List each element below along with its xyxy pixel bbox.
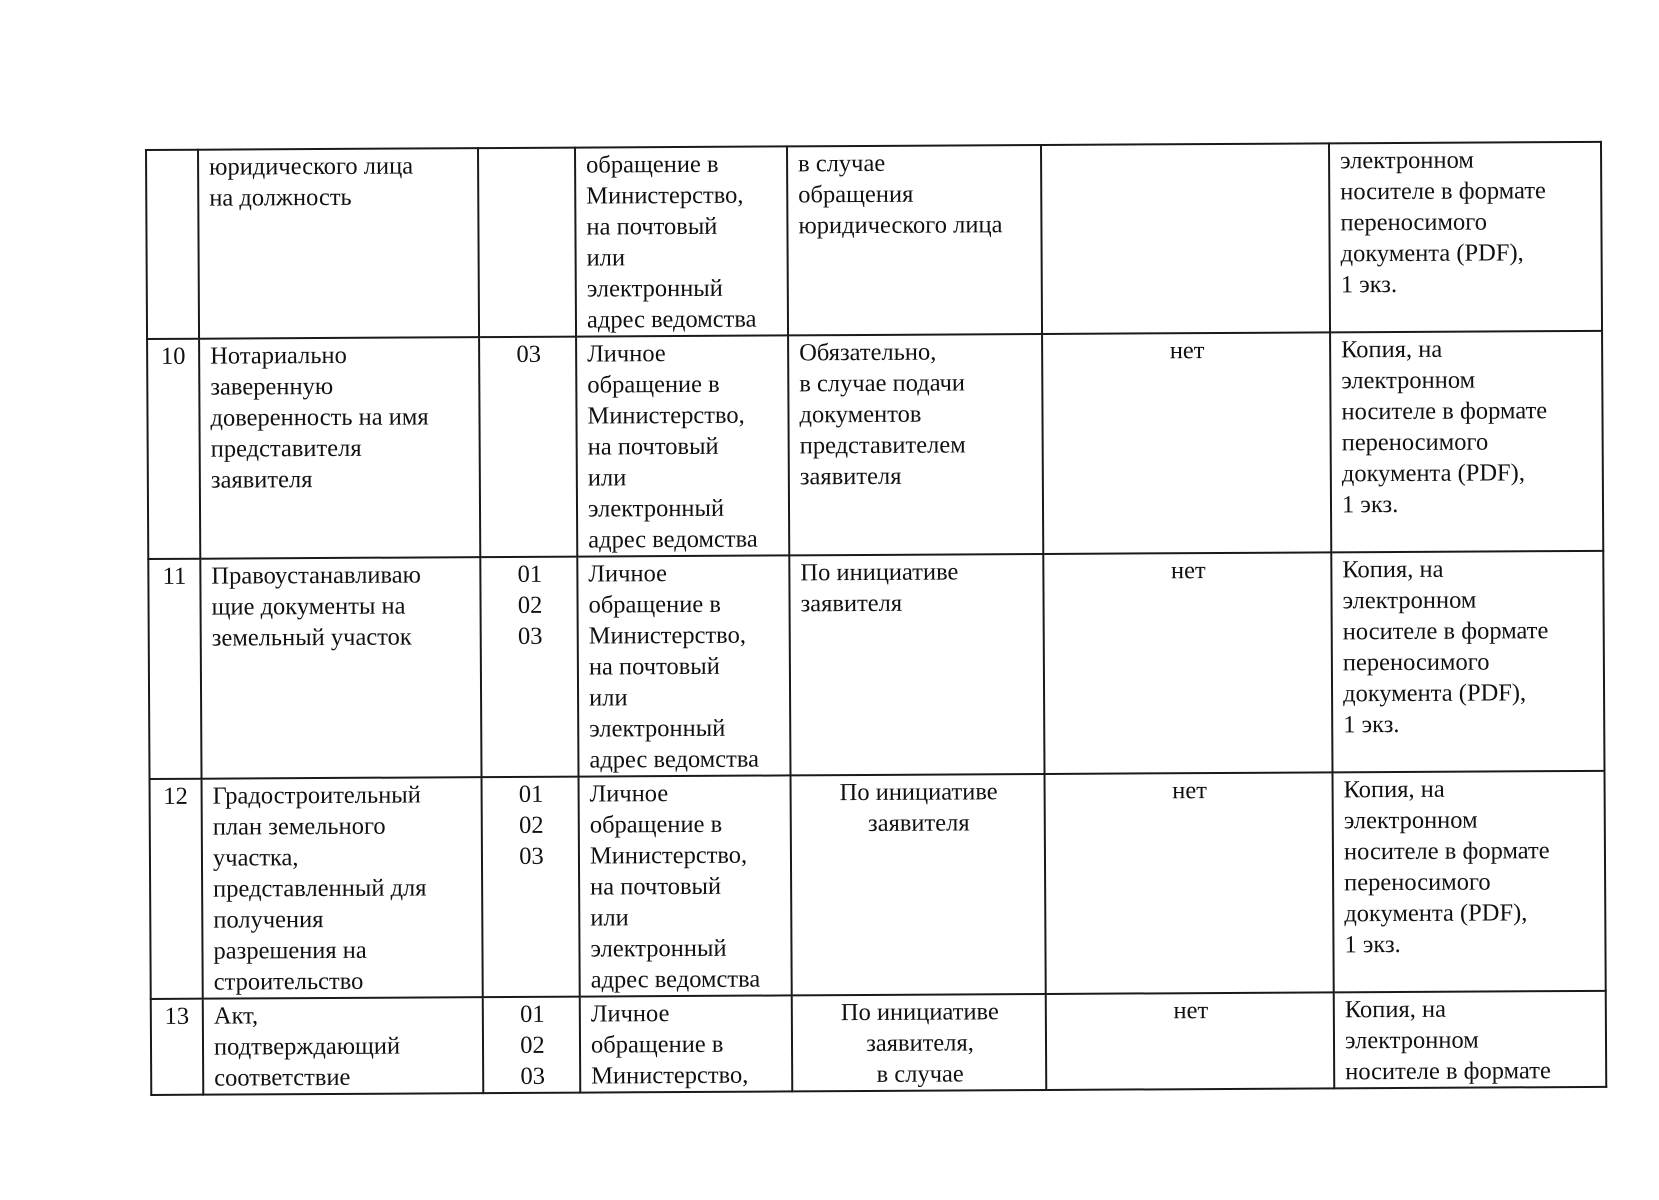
document-name-cell: Акт, подтверждающий соответствие — [203, 997, 484, 1095]
format-cell: Копия, на электронном носителе в формате переносимого документа (PDF), 1 экз. — [1333, 771, 1606, 993]
mandatory-condition-cell: Обязательно, в случае подачи документов представителем заявителя — [788, 334, 1043, 555]
format-cell: Копия, на электронном носителе в формате переносимого документа (PDF), 1 экз. — [1331, 551, 1604, 773]
submission-method-cell: Личное обращение в Министерство, на почтовый или электронный адрес ведомства — [576, 335, 789, 556]
document-name-cell: юридического лица на должность — [198, 148, 479, 339]
table-row — [146, 142, 1602, 339]
code-cell: 03 — [479, 337, 577, 558]
table-row — [147, 331, 1603, 559]
row-number-cell: 13 — [151, 999, 204, 1095]
original-flag-cell: нет — [1046, 992, 1335, 1090]
mandatory-condition-cell: По инициативе заявителя — [791, 774, 1046, 995]
original-flag-cell — [1041, 143, 1330, 334]
original-flag-cell: нет — [1045, 772, 1334, 994]
document-name-cell: Градостроительный план земельного участка, представленный для получения разрешения на строительство — [202, 777, 483, 999]
mandatory-condition-cell: в случае обращения юридического лица — [787, 145, 1042, 335]
submission-method-cell: Личное обращение в Министерство, на почтовый или электронный адрес ведомства — [579, 775, 792, 996]
format-cell: электронном носителе в формате переносимого документа (PDF), 1 экз. — [1329, 142, 1602, 333]
code-cell: 01 02 03 — [482, 777, 580, 998]
table-row — [150, 771, 1606, 999]
row-number-cell: 10 — [147, 339, 200, 559]
submission-method-cell: Личное обращение в Министерство, на почтовый или электронный адрес ведомства — [577, 555, 790, 776]
mandatory-condition-cell: По инициативе заявителя — [789, 554, 1044, 775]
row-number-cell — [146, 150, 199, 339]
row-number-cell: 11 — [148, 559, 201, 779]
table-row — [151, 991, 1607, 1095]
format-cell: Копия, на электронном носителе в формате переносимого документа (PDF), 1 экз. — [1330, 331, 1603, 553]
documents-table — [145, 141, 1607, 1096]
document-name-cell: Правоустанавливаю щие документы на земельный участок — [200, 557, 481, 779]
document-name-cell: Нотариально заверенную доверенность на имя представителя заявителя — [199, 337, 480, 559]
mandatory-condition-cell: По инициативе заявителя, в случае — [792, 994, 1047, 1091]
original-flag-cell: нет — [1042, 332, 1331, 554]
format-cell: Копия, на электронном носителе в формате — [1334, 991, 1607, 1089]
row-number-cell: 12 — [150, 779, 203, 999]
submission-method-cell: Личное обращение в Министерство, — [580, 995, 793, 1092]
table-row — [148, 551, 1604, 779]
code-cell: 01 02 03 — [480, 557, 578, 778]
code-cell: 01 02 03 — [483, 997, 581, 1094]
original-flag-cell: нет — [1043, 552, 1332, 774]
code-cell — [478, 148, 576, 338]
submission-method-cell: обращение в Министерство, на почтовый или электронный адрес ведомства — [575, 146, 788, 336]
